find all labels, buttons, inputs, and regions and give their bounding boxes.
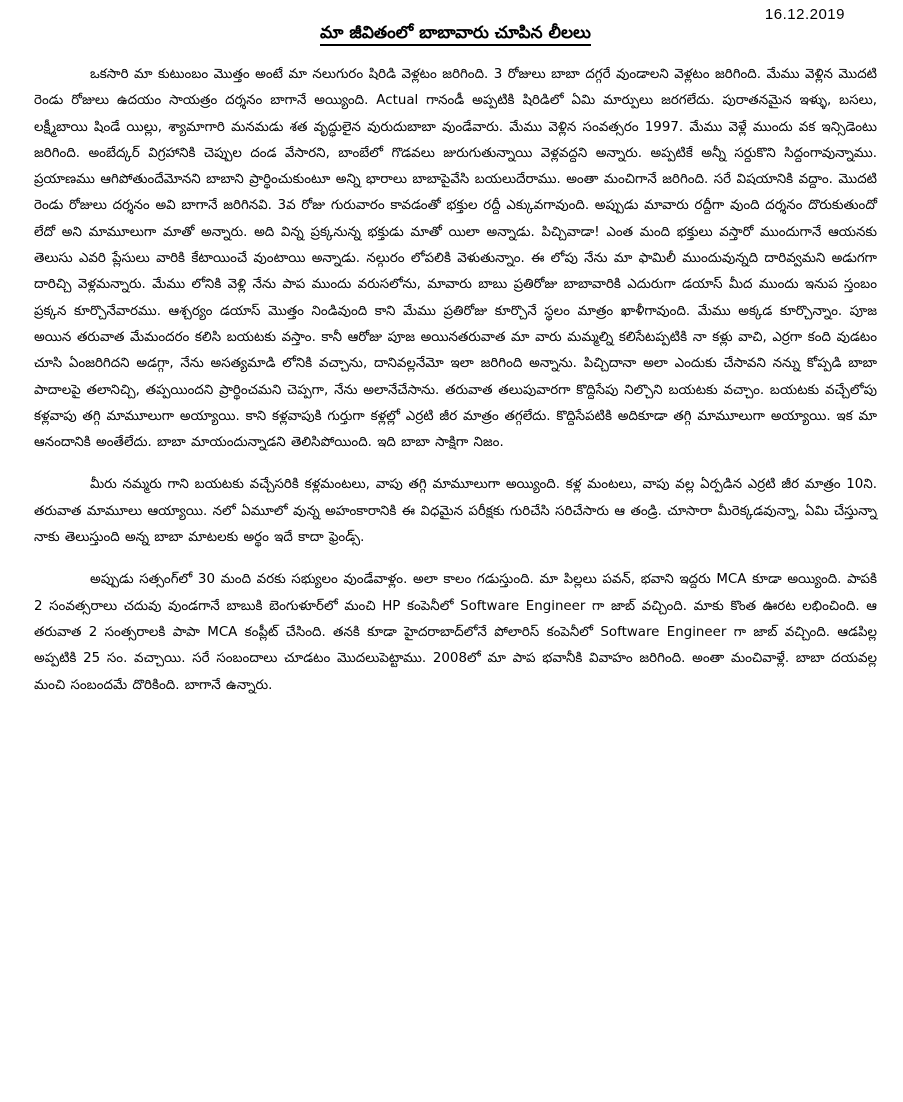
paragraph: మీరు నమ్మరు గాని బయటకు వచ్చేసరికి కళ్లమంటలు, వాపు తగ్గి మామూలుగా అయ్యింది. కళ్ల మంటలు, వాపు వల్ల ఏర్పడిన ఎర్రటి జీర మాత్రం 10ని. తరువాత మామూలు ఆయ్యాయి. నలో ఏమూలో వున్న అహంకారానికి ఈ విధమైన పరీక్షకు గురిచేసి సరిచేసారు ఆ తండ్రి. చూసారా మీరెక్కడవున్నా, ఏమి చేస్తున్నా నాకు తెలుస్తుంది అన్న బాబా మాటలకు అర్థం ఇదే కాదా ఫ్రెండ్స్. xyxy=(34,477,877,546)
document-title xyxy=(34,0,877,46)
document-body xyxy=(34,62,877,699)
paragraph: అప్పుడు సత్సంగ్‌లో 30 మంది వరకు సభ్యులం వుండేవాళ్లం. అలా కాలం గడుస్తుంది. మా పిల్లలు పవన్, భవాని ఇద్దరు MCA కూడా అయ్యింది. పాపకి 2 సంవత్సరాలు చదువు వుండగానే బాబుకి బెంగుళూర్‌లో మంచి HP కంపెనీలో Software Engineer గా జాబ్ వచ్చింది. మాకు కొంత ఊరట లభించింది. ఆ తరువాత 2 సంత్సరాలకి పాపా MCA కంప్లీట్ చేసింది. తనకి కూడా హైదరాబాద్‌లోనే పోలారిస్ కంపెనీలో Software Engineer గా జాబ్ వచ్చింది. ఆడపిల్ల అప్పటికి 25 సం. వచ్చాయి. సరే సంబందాలు చూడటం మొదలుపెట్టాము. 2008లో మా పాప భవానీకి వివాహం జరిగింది. అంతా మంచివాళ్లే. బాబా దయవల్ల మంచి సంబందమే దొరికింది. బాగానే ఉన్నారు. xyxy=(34,572,877,693)
document-title-text: మా జీవితంలో బాబావారు చూపిన లీలలు xyxy=(320,23,591,46)
paragraph: ఒకసారి మా కుటుంబం మొత్తం అంటే మా నలుగురం షిరిడి వెళ్లటం జరిగింది. 3 రోజులు బాబా దగ్గరే వుండాలని వెళ్లటం జరిగింది. మేము వెళ్లిన మొదటి రెండు రోజులు ఉదయం సాయత్రం దర్శనం బాగానే అయ్యింది. Actual గానండీ అప్పటికి షిరిడిలో ఏమి మార్పులు జరగలేదు. పురాతనమైన ఇళ్ళు, బసలు, లక్ష్మీబాయి షిండే యిల్లు, శ్యామాగారి మనమడు శత వృద్ధులైన వురుదుబాబా వుండేవారు. మేము వెళ్లిన సంవత్సరం 1997. మేము వెళ్లే ముందు వక ఇన్సిడెంటు జరిగింది. అంబేద్కర్ విగ్రహానికి చెప్పుల దండ వేసారని, బాంబేలో గొడవలు జురుగుతున్నాయి వెళ్లవద్దని అన్నారు. అప్పటికే అన్నీ సర్దుకొని సిద్దంగావున్నాము. ప్రయాణము ఆగిపోతుందేమోనని బాబాని ప్రార్థించుకుంటూ అన్ని భారాలు బాబాపైవేసి బయలుదేరాము. అంతా మంచిగానే జరిగింది. సరే విషయానికి వద్దాం. మొదటి రెండు రోజులు దర్శనం అవి బాగానే జరిగినవి. 3వ రోజు గురువారం కావడంతో భక్తుల రద్దీ ఎక్కువగావుంది. అప్పుడు మావారు రద్దీగా వుంది దర్శనం దొరుకుతుందో లేదో అని మామూలుగా మాతో అన్నారు. అది విన్న ప్రక్కనున్న భక్తుడు మాతో యిలా అన్నాడు. పిచ్చివాడా! ఎంత మంది భక్తులు వస్తారో ముందుగానే ఆయనకు తెలుసు ఎవరి ప్లేసులు వారికి కేటాయించే వుంటాయి అన్నాడు. నల్గురం లోపలికి వెళుతున్నాం. ఈ లోపు నేను మా ఫామిలీ ముందువున్నది దారివ్వమని అడుగగా దారిచ్చి వెళ్లమన్నారు. మేము లోనికి వెళ్లి నేను పాప ముందు వరుసలోను, మావారు బాబు ప్రతిరోజు బాబావారికి ఎదురుగా డయాస్ మీద ముందు ఇనుప స్తంబం ప్రక్కన కూర్చొనేవారము. ఆశ్చర్యం డయాస్ మొత్తం నిండివుంది కాని మేము ప్రతిరోజు కూర్చొనే స్థలం మాత్రం ఖాళీగావుంది. మేము అక్కడ కూర్చొన్నాం. పూజ అయిన తరువాత మేమందరం కలిసి బయటకు వస్తాం. కానీ ఆరోజు పూజ అయినతరువాత మా వారు మమ్మల్ని కలిసేటప్పటికి నా కళ్లు వాచి, ఎర్రగా కంది వుడటం చూసి ఏంజరిగిదని అడగ్గా, నేను అసత్యమాడి లోనికి వచ్చాను, దానివల్లనేమో ఇలా జరిగింది అన్నాను. పిచ్చిదానా అలా ఎందుకు చేసావని నన్ను కోప్పడి బాబా పాదాలపై తలానిచ్చి, తప్పయిందని ప్రార్థించమని చెప్పగా, నేను అలానేచేసాను. తరువాత తలుపువారగా కొద్దిసేపు నిల్చొని బయటకు వచ్చాం. బయటకు వచ్చేలోపు కళ్లవాపు తగ్గి మామూలుగా అయ్యాయి. కాని కళ్లవాపుకి గుర్తుగా కళ్లల్లో ఎర్రటి జీర మాత్రం తగ్గలేదు. కొద్దిసేపటికి అదికూడా తగ్గి మామూలుగా అయ్యాయి. ఇక మా ఆనందానికి అంతేలేదు. బాబా మాయందున్నాడని తెలిసిపోయింది. ఇది బాబా సాక్షిగా నిజం. xyxy=(34,67,877,451)
document-date: 16.12.2019 xyxy=(764,6,845,23)
